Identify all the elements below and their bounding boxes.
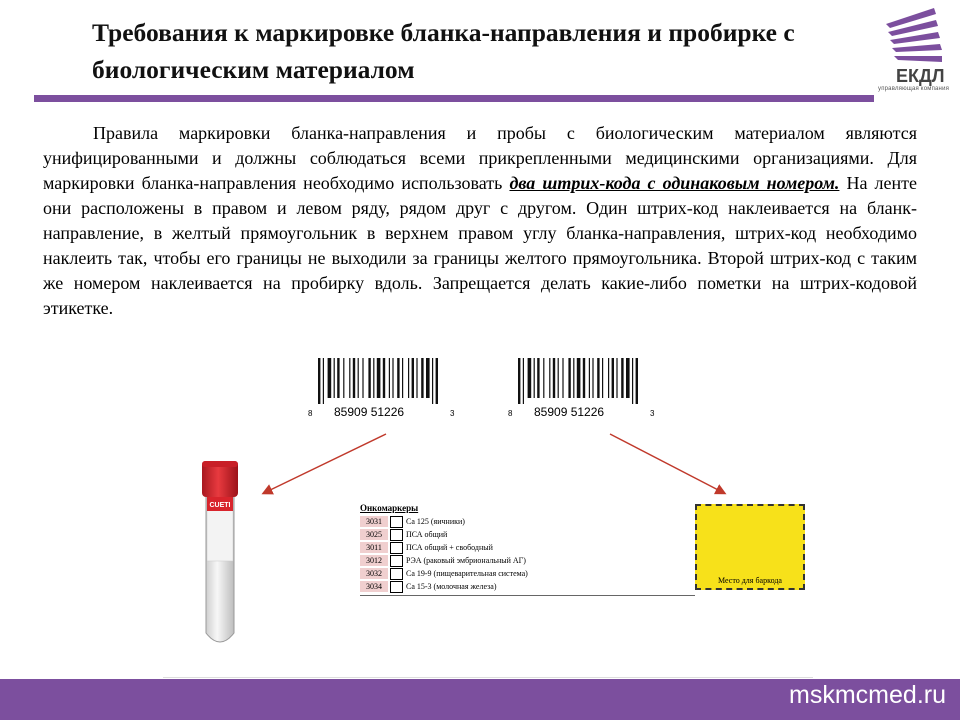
- barcode-bar: [636, 358, 638, 404]
- form-row-checkbox[interactable]: [390, 529, 403, 541]
- form-row-code: 3032: [360, 568, 388, 579]
- barcode-left-number: 85909 51226: [334, 405, 405, 419]
- barcode-left-prefix: 8: [308, 409, 313, 418]
- barcode-bar: [328, 358, 332, 398]
- tube-label-text: CUETI: [209, 502, 231, 509]
- logo-text: ЕКДЛ: [896, 66, 945, 86]
- ekdl-logo-mark: [876, 6, 956, 86]
- barcode-bar: [583, 358, 585, 398]
- barcode-bar: [368, 358, 370, 398]
- test-tube-illustration: [168, 455, 268, 655]
- form-row-code: 3012: [360, 555, 388, 566]
- form-row-code: 3034: [360, 581, 388, 592]
- form-row-code: 3025: [360, 529, 388, 540]
- form-row-checkbox[interactable]: [390, 581, 403, 593]
- barcode-bar: [612, 358, 614, 398]
- form-row-checkbox[interactable]: [390, 542, 403, 554]
- barcode-bar: [426, 358, 430, 398]
- footer-bar: [0, 679, 960, 720]
- barcode-bar: [558, 358, 559, 398]
- barcode-right: [516, 358, 652, 404]
- form-row-checkbox[interactable]: [390, 568, 403, 580]
- barcode-bar: [568, 358, 570, 398]
- form-row: [360, 568, 690, 580]
- form-row-code: 3011: [360, 542, 388, 553]
- form-row: [360, 529, 690, 541]
- barcode-bar: [353, 358, 355, 398]
- barcode-bar: [323, 358, 324, 404]
- barcode-placement-label: Место для баркода: [718, 576, 782, 585]
- barcode-bar: [318, 358, 320, 404]
- logo-caption: управляющая компания: [878, 86, 950, 92]
- barcode-bar: [543, 358, 544, 398]
- barcode-bar: [436, 358, 438, 404]
- form-row: [360, 555, 690, 567]
- barcode-right-prefix: 8: [508, 409, 513, 418]
- barcode-bar: [523, 358, 524, 404]
- barcode-bar: [608, 358, 609, 398]
- barcode-bar: [377, 358, 381, 398]
- barcode-bar: [589, 358, 590, 398]
- barcode-bar: [421, 358, 423, 398]
- barcode-bar: [616, 358, 617, 398]
- barcode-bar: [432, 358, 433, 404]
- barcode-right-suffix: 3: [650, 409, 655, 418]
- barcode-bar: [602, 358, 603, 398]
- barcode-bar: [534, 358, 535, 398]
- barcode-right-bars: [516, 358, 652, 404]
- barcode-bar: [402, 358, 403, 398]
- barcode-bar: [349, 358, 350, 398]
- barcode-bar: [573, 358, 574, 398]
- body-paragraph: [43, 121, 917, 321]
- body-text-emphasis: два штрих-кода с одинаковым номером.: [509, 173, 840, 193]
- barcode-bar: [518, 358, 520, 404]
- barcode-left: [316, 358, 452, 404]
- barcode-left-suffix: 3: [450, 409, 455, 418]
- barcode-bar: [392, 358, 393, 398]
- footer-site-link[interactable]: mskmcmed.ru: [789, 681, 946, 709]
- barcode-bar: [549, 358, 550, 398]
- form-row: [360, 542, 690, 554]
- barcode-bar: [626, 358, 630, 398]
- barcode-bar: [528, 358, 532, 398]
- form-row-checkbox[interactable]: [390, 555, 403, 567]
- form-row-name: Са 19-9 (пищеварительная система): [406, 569, 528, 578]
- barcode-right-number: 85909 51226: [534, 405, 605, 419]
- barcode-bar: [362, 358, 363, 398]
- barcode-bar: [632, 358, 633, 404]
- barcode-bar: [389, 358, 390, 398]
- form-row-name: Са 15-3 (молочная железа): [406, 582, 497, 591]
- barcode-bar: [537, 358, 539, 398]
- title-divider: [34, 95, 874, 102]
- form-divider: [360, 595, 695, 596]
- barcode-bar: [412, 358, 414, 398]
- body-text-part1: Правила маркировки бланка-направления и пробы с биологическим материалом являются унифицированными и должны соблюдаться всеми прикрепленными медицинскими организациями. Для маркировки бланка-направления необходимо использовать: [43, 123, 917, 193]
- barcode-bar: [562, 358, 563, 398]
- form-section-title: Онкомаркеры: [360, 503, 419, 513]
- barcode-bar: [383, 358, 385, 398]
- form-row: [360, 516, 690, 528]
- barcode-left-bars: [316, 358, 452, 404]
- form-row: [360, 581, 690, 593]
- barcode-bar: [343, 358, 344, 398]
- slide-title: Требования к маркировке бланка-направления и пробирке с биологическим материалом: [92, 18, 795, 84]
- form-row-name: ПСА общий + свободный: [406, 543, 493, 552]
- barcode-bar: [334, 358, 335, 398]
- form-row-name: РЭА (раковый эмбриональный АГ): [406, 556, 526, 565]
- barcode-bar: [408, 358, 409, 398]
- barcode-bar: [577, 358, 581, 398]
- barcode-bar: [592, 358, 593, 398]
- barcode-bar: [597, 358, 599, 398]
- form-row-code: 3031: [360, 516, 388, 527]
- barcode-bar: [358, 358, 359, 398]
- barcode-bar: [373, 358, 374, 398]
- form-row-name: ПСА общий: [406, 530, 448, 539]
- barcode-bar: [621, 358, 623, 398]
- barcode-bar: [553, 358, 555, 398]
- barcode-bar: [337, 358, 339, 398]
- barcode-bar: [416, 358, 417, 398]
- form-row-checkbox[interactable]: [390, 516, 403, 528]
- body-text-part2: На ленте они расположены в правом и левом ряду, рядом друг с другом. Один штрих-код наклеивается на бланк-направление, в желтый прямоугольник в верхнем правом углу бланка-направления, штрих-код необходимо наклеить так, чтобы его границы не выходили за границы желтого прямоугольника. Второй штрих-код с таким же номером наклеивается на пробирку вдоль. Запрещается делать какие-либо пометки на штрих-кодовой этикетке.: [43, 173, 917, 318]
- barcode-placement-area: [695, 504, 805, 590]
- form-row-name: Са 125 (яичники): [406, 517, 465, 526]
- barcode-bar: [397, 358, 399, 398]
